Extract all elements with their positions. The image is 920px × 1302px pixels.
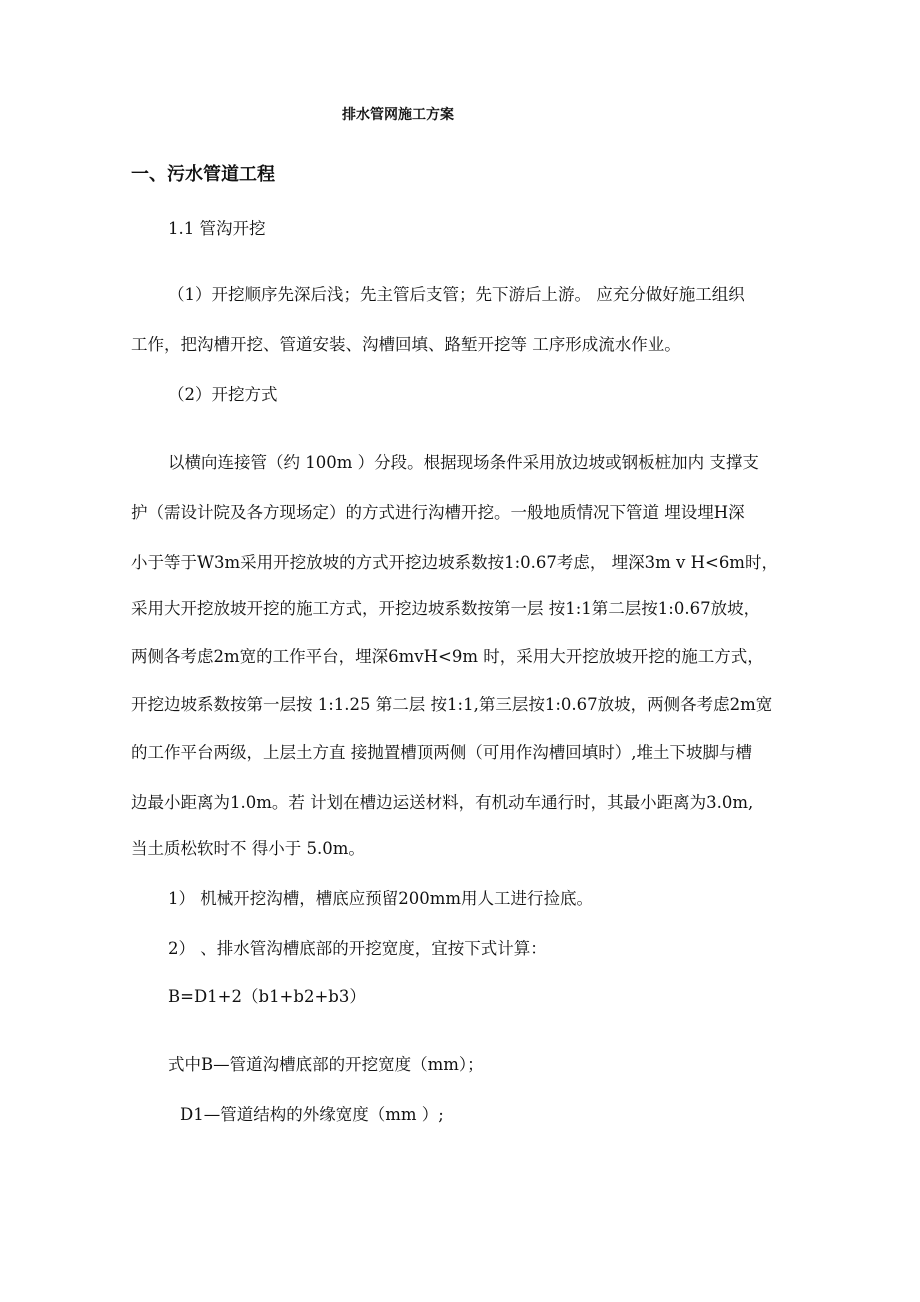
paragraph-1-line-1: （1）开挖顺序先深后浅；先主管后支管；先下游后上游。 应充分做好施工组织	[168, 285, 745, 304]
paragraph-2-line-5: 两侧各考虑2m宽的工作平台，埋深6mvH<9m 时，采用大开挖放坡开挖的施工方式，	[131, 647, 764, 666]
document-title: 排水管网施工方案	[342, 107, 454, 123]
step-1: 1） 机械开挖沟槽，槽底应预留200mm用人工进行捡底。	[168, 889, 594, 908]
item-2-heading: （2）开挖方式	[168, 385, 278, 404]
paragraph-2-line-2: 护（需设计院及各方现场定）的方式进行沟槽开挖。一般地质情况下管道 埋设埋H深	[131, 503, 745, 522]
subsection-heading: 1.1 管沟开挖	[168, 219, 266, 238]
paragraph-1-line-2: 工作，把沟槽开挖、管道安装、沟槽回填、路堑开挖等 工序形成流水作业。	[131, 335, 681, 354]
definition-d1: D1—管道结构的外缘宽度（mm ）;	[180, 1105, 444, 1124]
definition-b: 式中B—管道沟槽底部的开挖宽度（mm）；	[168, 1055, 484, 1074]
paragraph-2-line-8: 边最小距离为1.0m。若 计划在槽边运送材料，有机动车通行时，其最小距离为3.0m,	[131, 793, 754, 812]
paragraph-2-line-9: 当土质松软时不 得小于 5.0m。	[131, 839, 365, 858]
paragraph-2-line-4: 采用大开挖放坡开挖的施工方式，开挖边坡系数按第一层 按1:1第二层按1:0.67放坡，	[131, 599, 761, 618]
paragraph-2-line-1: 以横向连接管（约 100m ）分段。根据现场条件采用放边坡或钢板桩加内 支撑支	[168, 453, 759, 472]
paragraph-2-line-7: 的工作平台两级，上层土方直 接抛置槽顶两侧（可用作沟槽回填时）,堆土下坡脚与槽	[131, 743, 752, 762]
formula: B=D1+2（b1+b2+b3）	[168, 987, 366, 1006]
paragraph-2-line-3: 小于等于W3m采用开挖放坡的方式开挖边坡系数按1:0.67考虑， 埋深3m v H<6m时，	[131, 553, 778, 572]
paragraph-2-line-6: 开挖边坡系数按第一层按 1:1.25 第二层 按1:1,第三层按1:0.67放坡，两侧各考虑2m宽	[131, 695, 773, 714]
step-2: 2） 、排水管沟槽底部的开挖宽度，宜按下式计算：	[168, 939, 547, 958]
section-heading: 一、污水管道工程	[131, 164, 275, 185]
